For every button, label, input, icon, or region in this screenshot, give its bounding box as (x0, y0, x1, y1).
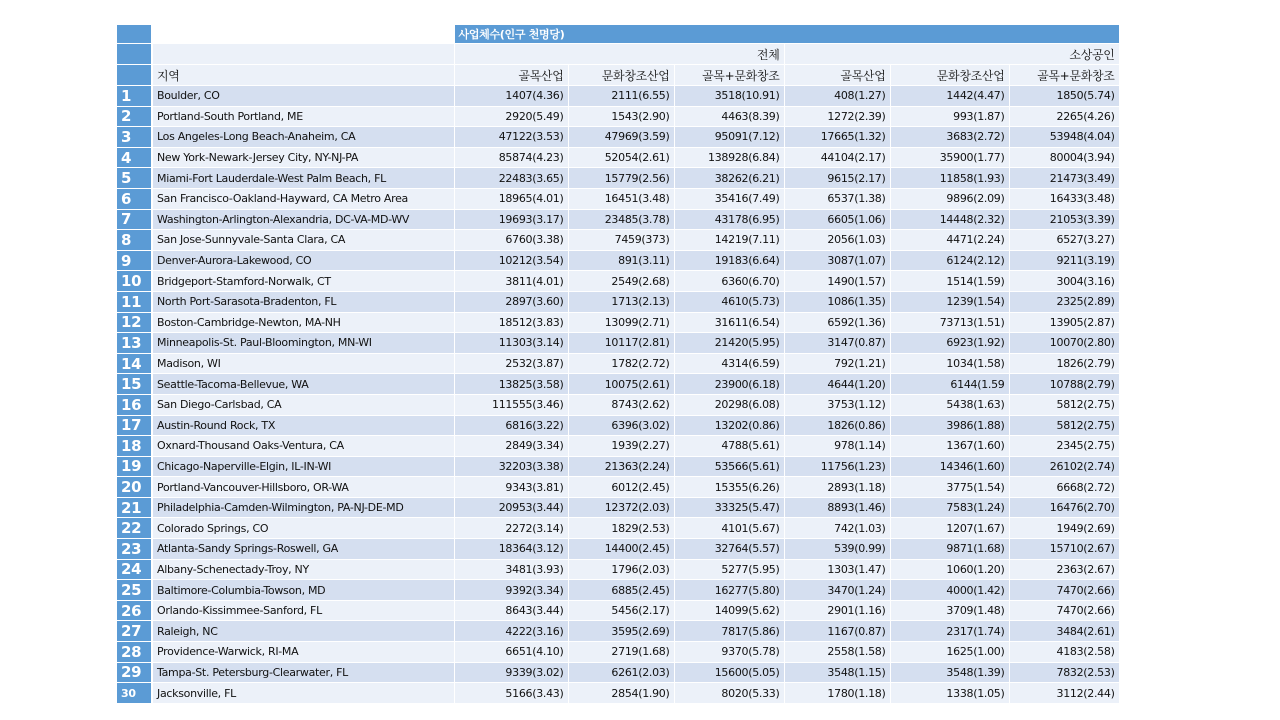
total-culture-cell: 6012(2.45) (568, 477, 674, 498)
small-combined-cell: 2265(4.26) (1009, 106, 1119, 127)
small-combined-cell: 26102(2.74) (1009, 456, 1119, 477)
small-combined-cell: 1826(2.79) (1009, 353, 1119, 374)
small-alley-cell: 2893(1.18) (784, 477, 890, 498)
small-alley-cell: 6537(1.38) (784, 188, 890, 209)
total-alley-cell: 11303(3.14) (454, 333, 568, 354)
total-culture-cell: 1713(2.13) (568, 291, 674, 312)
total-combined-cell: 20298(6.08) (674, 394, 784, 415)
total-culture-cell: 1796(2.03) (568, 559, 674, 580)
total-alley-cell: 8643(3.44) (454, 600, 568, 621)
row-number: 5 (117, 168, 152, 189)
group-small-label: 소상공인 (784, 44, 1119, 65)
small-combined-cell: 7832(2.53) (1009, 662, 1119, 683)
total-combined-cell: 23900(6.18) (674, 374, 784, 395)
small-combined-cell: 10070(2.80) (1009, 333, 1119, 354)
small-alley-cell: 1167(0.87) (784, 621, 890, 642)
total-culture-cell: 2854(1.90) (568, 683, 674, 704)
total-combined-cell: 6360(6.70) (674, 271, 784, 292)
region-cell: Atlanta-Sandy Springs-Roswell, GA (152, 539, 454, 560)
row-number: 23 (117, 539, 152, 560)
group-total-label: 전체 (454, 44, 784, 65)
row-number: 10 (117, 271, 152, 292)
total-alley-cell: 22483(3.65) (454, 168, 568, 189)
total-alley-cell: 6816(3.22) (454, 415, 568, 436)
total-combined-cell: 8020(5.33) (674, 683, 784, 704)
total-alley-cell: 9392(3.34) (454, 580, 568, 601)
small-alley-cell: 1303(1.47) (784, 559, 890, 580)
row-number: 1 (117, 86, 152, 107)
total-alley-cell: 9339(3.02) (454, 662, 568, 683)
table-row (117, 86, 1119, 107)
small-culture-cell: 6124(2.12) (890, 250, 1009, 271)
small-culture-cell: 1034(1.58) (890, 353, 1009, 374)
small-culture-cell: 6144(1.59 (890, 374, 1009, 395)
table-row (117, 127, 1119, 148)
small-alley-cell: 9615(2.17) (784, 168, 890, 189)
small-combined-cell: 21053(3.39) (1009, 209, 1119, 230)
row-number: 21 (117, 497, 152, 518)
total-alley-cell: 6651(4.10) (454, 642, 568, 663)
header-blank (152, 25, 454, 44)
table-row (117, 539, 1119, 560)
region-cell: Bridgeport-Stamford-Norwalk, CT (152, 271, 454, 292)
table-row (117, 456, 1119, 477)
table-row (117, 477, 1119, 498)
region-cell: Baltimore-Columbia-Towson, MD (152, 580, 454, 601)
row-number: 30 (117, 683, 152, 704)
total-alley-cell: 2897(3.60) (454, 291, 568, 312)
total-culture-cell: 2549(2.68) (568, 271, 674, 292)
small-alley-cell: 792(1.21) (784, 353, 890, 374)
table-row (117, 250, 1119, 271)
row-number: 4 (117, 147, 152, 168)
total-alley-cell: 6760(3.38) (454, 230, 568, 251)
header-row-group (117, 25, 1119, 44)
table-row (117, 683, 1119, 704)
col-total-culture-header: 문화창조산업 (568, 65, 674, 86)
table-row (117, 436, 1119, 457)
row-number: 28 (117, 642, 152, 663)
small-alley-cell: 4644(1.20) (784, 374, 890, 395)
total-combined-cell: 15600(5.05) (674, 662, 784, 683)
small-combined-cell: 53948(4.04) (1009, 127, 1119, 148)
total-alley-cell: 18965(4.01) (454, 188, 568, 209)
small-alley-cell: 539(0.99) (784, 539, 890, 560)
region-cell: Portland-Vancouver-Hillsboro, OR-WA (152, 477, 454, 498)
region-cell: Portland-South Portland, ME (152, 106, 454, 127)
small-alley-cell: 1780(1.18) (784, 683, 890, 704)
region-cell: Washington-Arlington-Alexandria, DC-VA-MD-WV (152, 209, 454, 230)
region-cell: Colorado Springs, CO (152, 518, 454, 539)
header-row-columns (117, 65, 1119, 86)
total-alley-cell: 3481(3.93) (454, 559, 568, 580)
total-combined-cell: 14219(7.11) (674, 230, 784, 251)
table-row (117, 353, 1119, 374)
total-culture-cell: 15779(2.56) (568, 168, 674, 189)
small-combined-cell: 5812(2.75) (1009, 394, 1119, 415)
total-combined-cell: 4101(5.67) (674, 518, 784, 539)
table-row (117, 559, 1119, 580)
table-row (117, 333, 1119, 354)
table-row (117, 271, 1119, 292)
row-number: 20 (117, 477, 152, 498)
total-culture-cell: 1939(2.27) (568, 436, 674, 457)
total-combined-cell: 35416(7.49) (674, 188, 784, 209)
total-combined-cell: 38262(6.21) (674, 168, 784, 189)
small-culture-cell: 3683(2.72) (890, 127, 1009, 148)
small-combined-cell: 6668(2.72) (1009, 477, 1119, 498)
row-number: 15 (117, 374, 152, 395)
row-number: 29 (117, 662, 152, 683)
table-row (117, 662, 1119, 683)
small-alley-cell: 3147(0.87) (784, 333, 890, 354)
total-combined-cell: 7817(5.86) (674, 621, 784, 642)
region-cell: Providence-Warwick, RI-MA (152, 642, 454, 663)
total-combined-cell: 31611(6.54) (674, 312, 784, 333)
small-culture-cell: 1239(1.54) (890, 291, 1009, 312)
region-cell: Boulder, CO (152, 86, 454, 107)
total-alley-cell: 4222(3.16) (454, 621, 568, 642)
header-blank (152, 44, 454, 65)
col-region-header: 지역 (152, 65, 454, 86)
region-cell: Chicago-Naperville-Elgin, IL-IN-WI (152, 456, 454, 477)
total-culture-cell: 23485(3.78) (568, 209, 674, 230)
total-combined-cell: 32764(5.57) (674, 539, 784, 560)
small-combined-cell: 2325(2.89) (1009, 291, 1119, 312)
total-combined-cell: 16277(5.80) (674, 580, 784, 601)
total-combined-cell: 19183(6.64) (674, 250, 784, 271)
total-alley-cell: 2532(3.87) (454, 353, 568, 374)
small-culture-cell: 1625(1.00) (890, 642, 1009, 663)
region-cell: Miami-Fort Lauderdale-West Palm Beach, FL (152, 168, 454, 189)
small-culture-cell: 73713(1.51) (890, 312, 1009, 333)
row-number: 8 (117, 230, 152, 251)
total-alley-cell: 2849(3.34) (454, 436, 568, 457)
total-alley-cell: 10212(3.54) (454, 250, 568, 271)
small-combined-cell: 2363(2.67) (1009, 559, 1119, 580)
small-culture-cell: 1514(1.59) (890, 271, 1009, 292)
small-culture-cell: 1442(4.47) (890, 86, 1009, 107)
col-small-culture-header: 문화창조산업 (890, 65, 1009, 86)
table-row (117, 106, 1119, 127)
total-combined-cell: 9370(5.78) (674, 642, 784, 663)
region-cell: Philadelphia-Camden-Wilmington, PA-NJ-DE-MD (152, 497, 454, 518)
region-cell: San Francisco-Oakland-Hayward, CA Metro Area (152, 188, 454, 209)
total-culture-cell: 6396(3.02) (568, 415, 674, 436)
small-culture-cell: 2317(1.74) (890, 621, 1009, 642)
total-culture-cell: 52054(2.61) (568, 147, 674, 168)
total-culture-cell: 47969(3.59) (568, 127, 674, 148)
col-total-combined-header: 골목+문화창조 (674, 65, 784, 86)
total-culture-cell: 12372(2.03) (568, 497, 674, 518)
total-combined-cell: 4463(8.39) (674, 106, 784, 127)
total-culture-cell: 16451(3.48) (568, 188, 674, 209)
small-culture-cell: 35900(1.77) (890, 147, 1009, 168)
row-number: 22 (117, 518, 152, 539)
table-row (117, 415, 1119, 436)
total-combined-cell: 15355(6.26) (674, 477, 784, 498)
total-culture-cell: 2111(6.55) (568, 86, 674, 107)
region-cell: New York-Newark-Jersey City, NY-NJ-PA (152, 147, 454, 168)
small-culture-cell: 1338(1.05) (890, 683, 1009, 704)
region-cell: San Jose-Sunnyvale-Santa Clara, CA (152, 230, 454, 251)
region-cell: Seattle-Tacoma-Bellevue, WA (152, 374, 454, 395)
table-row (117, 600, 1119, 621)
region-cell: Orlando-Kissimmee-Sanford, FL (152, 600, 454, 621)
row-number: 16 (117, 394, 152, 415)
row-number: 18 (117, 436, 152, 457)
small-alley-cell: 1490(1.57) (784, 271, 890, 292)
small-culture-cell: 4000(1.42) (890, 580, 1009, 601)
small-culture-cell: 4471(2.24) (890, 230, 1009, 251)
small-culture-cell: 3709(1.48) (890, 600, 1009, 621)
region-cell: Jacksonville, FL (152, 683, 454, 704)
small-combined-cell: 3484(2.61) (1009, 621, 1119, 642)
small-alley-cell: 2901(1.16) (784, 600, 890, 621)
row-number: 26 (117, 600, 152, 621)
total-alley-cell: 47122(3.53) (454, 127, 568, 148)
small-alley-cell: 17665(1.32) (784, 127, 890, 148)
region-cell: Raleigh, NC (152, 621, 454, 642)
small-alley-cell: 1086(1.35) (784, 291, 890, 312)
total-alley-cell: 1407(4.36) (454, 86, 568, 107)
small-culture-cell: 3986(1.88) (890, 415, 1009, 436)
total-combined-cell: 3518(10.91) (674, 86, 784, 107)
row-number: 19 (117, 456, 152, 477)
total-alley-cell: 3811(4.01) (454, 271, 568, 292)
small-alley-cell: 3548(1.15) (784, 662, 890, 683)
total-alley-cell: 2272(3.14) (454, 518, 568, 539)
small-combined-cell: 7470(2.66) (1009, 580, 1119, 601)
small-culture-cell: 9871(1.68) (890, 539, 1009, 560)
row-number: 3 (117, 127, 152, 148)
row-number: 2 (117, 106, 152, 127)
row-number: 7 (117, 209, 152, 230)
total-culture-cell: 6885(2.45) (568, 580, 674, 601)
small-combined-cell: 3112(2.44) (1009, 683, 1119, 704)
small-culture-cell: 5438(1.63) (890, 394, 1009, 415)
small-alley-cell: 2056(1.03) (784, 230, 890, 251)
small-culture-cell: 1367(1.60) (890, 436, 1009, 457)
total-alley-cell: 18364(3.12) (454, 539, 568, 560)
total-combined-cell: 4314(6.59) (674, 353, 784, 374)
row-number: 9 (117, 250, 152, 271)
small-alley-cell: 6605(1.06) (784, 209, 890, 230)
total-alley-cell: 2920(5.49) (454, 106, 568, 127)
table-row (117, 209, 1119, 230)
header-corner (117, 44, 152, 65)
small-culture-cell: 1207(1.67) (890, 518, 1009, 539)
total-combined-cell: 4610(5.73) (674, 291, 784, 312)
region-cell: Boston-Cambridge-Newton, MA-NH (152, 312, 454, 333)
total-combined-cell: 138928(6.84) (674, 147, 784, 168)
group-title: 사업체수(인구 천명당) (454, 25, 1119, 44)
total-alley-cell: 85874(4.23) (454, 147, 568, 168)
small-alley-cell: 742(1.03) (784, 518, 890, 539)
small-alley-cell: 6592(1.36) (784, 312, 890, 333)
header-row-subgroup (117, 44, 1119, 65)
total-culture-cell: 14400(2.45) (568, 539, 674, 560)
total-culture-cell: 7459(373) (568, 230, 674, 251)
region-cell: Tampa-St. Petersburg-Clearwater, FL (152, 662, 454, 683)
small-culture-cell: 7583(1.24) (890, 497, 1009, 518)
small-combined-cell: 7470(2.66) (1009, 600, 1119, 621)
small-combined-cell: 80004(3.94) (1009, 147, 1119, 168)
small-alley-cell: 2558(1.58) (784, 642, 890, 663)
row-number: 17 (117, 415, 152, 436)
small-combined-cell: 1949(2.69) (1009, 518, 1119, 539)
total-culture-cell: 21363(2.24) (568, 456, 674, 477)
row-number: 25 (117, 580, 152, 601)
data-table (117, 25, 1120, 704)
total-culture-cell: 2719(1.68) (568, 642, 674, 663)
table-row (117, 230, 1119, 251)
small-alley-cell: 3470(1.24) (784, 580, 890, 601)
small-culture-cell: 9896(2.09) (890, 188, 1009, 209)
region-cell: Los Angeles-Long Beach-Anaheim, CA (152, 127, 454, 148)
small-combined-cell: 9211(3.19) (1009, 250, 1119, 271)
total-combined-cell: 4788(5.61) (674, 436, 784, 457)
small-culture-cell: 3548(1.39) (890, 662, 1009, 683)
total-alley-cell: 9343(3.81) (454, 477, 568, 498)
row-number: 6 (117, 188, 152, 209)
small-alley-cell: 44104(2.17) (784, 147, 890, 168)
small-alley-cell: 978(1.14) (784, 436, 890, 457)
small-culture-cell: 11858(1.93) (890, 168, 1009, 189)
small-combined-cell: 1850(5.74) (1009, 86, 1119, 107)
row-number: 27 (117, 621, 152, 642)
total-combined-cell: 21420(5.95) (674, 333, 784, 354)
total-culture-cell: 1543(2.90) (568, 106, 674, 127)
total-combined-cell: 53566(5.61) (674, 456, 784, 477)
total-culture-cell: 10075(2.61) (568, 374, 674, 395)
total-culture-cell: 891(3.11) (568, 250, 674, 271)
small-alley-cell: 1272(2.39) (784, 106, 890, 127)
row-number: 13 (117, 333, 152, 354)
small-alley-cell: 408(1.27) (784, 86, 890, 107)
total-culture-cell: 6261(2.03) (568, 662, 674, 683)
total-combined-cell: 95091(7.12) (674, 127, 784, 148)
table-row (117, 147, 1119, 168)
total-alley-cell: 111555(3.46) (454, 394, 568, 415)
table-row (117, 312, 1119, 333)
small-culture-cell: 1060(1.20) (890, 559, 1009, 580)
table-row (117, 188, 1119, 209)
total-combined-cell: 33325(5.47) (674, 497, 784, 518)
region-cell: Austin-Round Rock, TX (152, 415, 454, 436)
small-alley-cell: 11756(1.23) (784, 456, 890, 477)
header-corner (117, 65, 152, 86)
small-culture-cell: 14448(2.32) (890, 209, 1009, 230)
row-number: 14 (117, 353, 152, 374)
table-row (117, 518, 1119, 539)
small-combined-cell: 5812(2.75) (1009, 415, 1119, 436)
small-combined-cell: 2345(2.75) (1009, 436, 1119, 457)
small-alley-cell: 3087(1.07) (784, 250, 890, 271)
total-alley-cell: 18512(3.83) (454, 312, 568, 333)
small-culture-cell: 993(1.87) (890, 106, 1009, 127)
small-combined-cell: 10788(2.79) (1009, 374, 1119, 395)
col-small-combined-header: 골목+문화창조 (1009, 65, 1119, 86)
row-number: 24 (117, 559, 152, 580)
total-alley-cell: 20953(3.44) (454, 497, 568, 518)
small-culture-cell: 6923(1.92) (890, 333, 1009, 354)
small-combined-cell: 13905(2.87) (1009, 312, 1119, 333)
total-alley-cell: 19693(3.17) (454, 209, 568, 230)
region-cell: Oxnard-Thousand Oaks-Ventura, CA (152, 436, 454, 457)
region-cell: San Diego-Carlsbad, CA (152, 394, 454, 415)
small-combined-cell: 4183(2.58) (1009, 642, 1119, 663)
small-combined-cell: 3004(3.16) (1009, 271, 1119, 292)
row-number: 11 (117, 291, 152, 312)
total-combined-cell: 43178(6.95) (674, 209, 784, 230)
table-row (117, 642, 1119, 663)
table-row (117, 291, 1119, 312)
total-alley-cell: 32203(3.38) (454, 456, 568, 477)
table-row (117, 497, 1119, 518)
total-alley-cell: 5166(3.43) (454, 683, 568, 704)
row-number: 12 (117, 312, 152, 333)
small-alley-cell: 8893(1.46) (784, 497, 890, 518)
total-combined-cell: 5277(5.95) (674, 559, 784, 580)
table-row (117, 374, 1119, 395)
total-alley-cell: 13825(3.58) (454, 374, 568, 395)
table-row (117, 168, 1119, 189)
small-combined-cell: 6527(3.27) (1009, 230, 1119, 251)
table-row (117, 621, 1119, 642)
small-culture-cell: 14346(1.60) (890, 456, 1009, 477)
col-total-alley-header: 골목산업 (454, 65, 568, 86)
small-alley-cell: 1826(0.86) (784, 415, 890, 436)
region-cell: North Port-Sarasota-Bradenton, FL (152, 291, 454, 312)
table-row (117, 580, 1119, 601)
col-small-alley-header: 골목산업 (784, 65, 890, 86)
header-corner (117, 25, 152, 44)
total-culture-cell: 10117(2.81) (568, 333, 674, 354)
small-combined-cell: 21473(3.49) (1009, 168, 1119, 189)
total-combined-cell: 14099(5.62) (674, 600, 784, 621)
region-cell: Denver-Aurora-Lakewood, CO (152, 250, 454, 271)
small-combined-cell: 16433(3.48) (1009, 188, 1119, 209)
small-alley-cell: 3753(1.12) (784, 394, 890, 415)
table-row (117, 394, 1119, 415)
region-cell: Minneapolis-St. Paul-Bloomington, MN-WI (152, 333, 454, 354)
total-culture-cell: 1829(2.53) (568, 518, 674, 539)
total-culture-cell: 1782(2.72) (568, 353, 674, 374)
total-culture-cell: 13099(2.71) (568, 312, 674, 333)
small-combined-cell: 15710(2.67) (1009, 539, 1119, 560)
total-culture-cell: 5456(2.17) (568, 600, 674, 621)
total-combined-cell: 13202(0.86) (674, 415, 784, 436)
region-cell: Albany-Schenectady-Troy, NY (152, 559, 454, 580)
small-combined-cell: 16476(2.70) (1009, 497, 1119, 518)
total-culture-cell: 8743(2.62) (568, 394, 674, 415)
region-cell: Madison, WI (152, 353, 454, 374)
total-culture-cell: 3595(2.69) (568, 621, 674, 642)
small-culture-cell: 3775(1.54) (890, 477, 1009, 498)
